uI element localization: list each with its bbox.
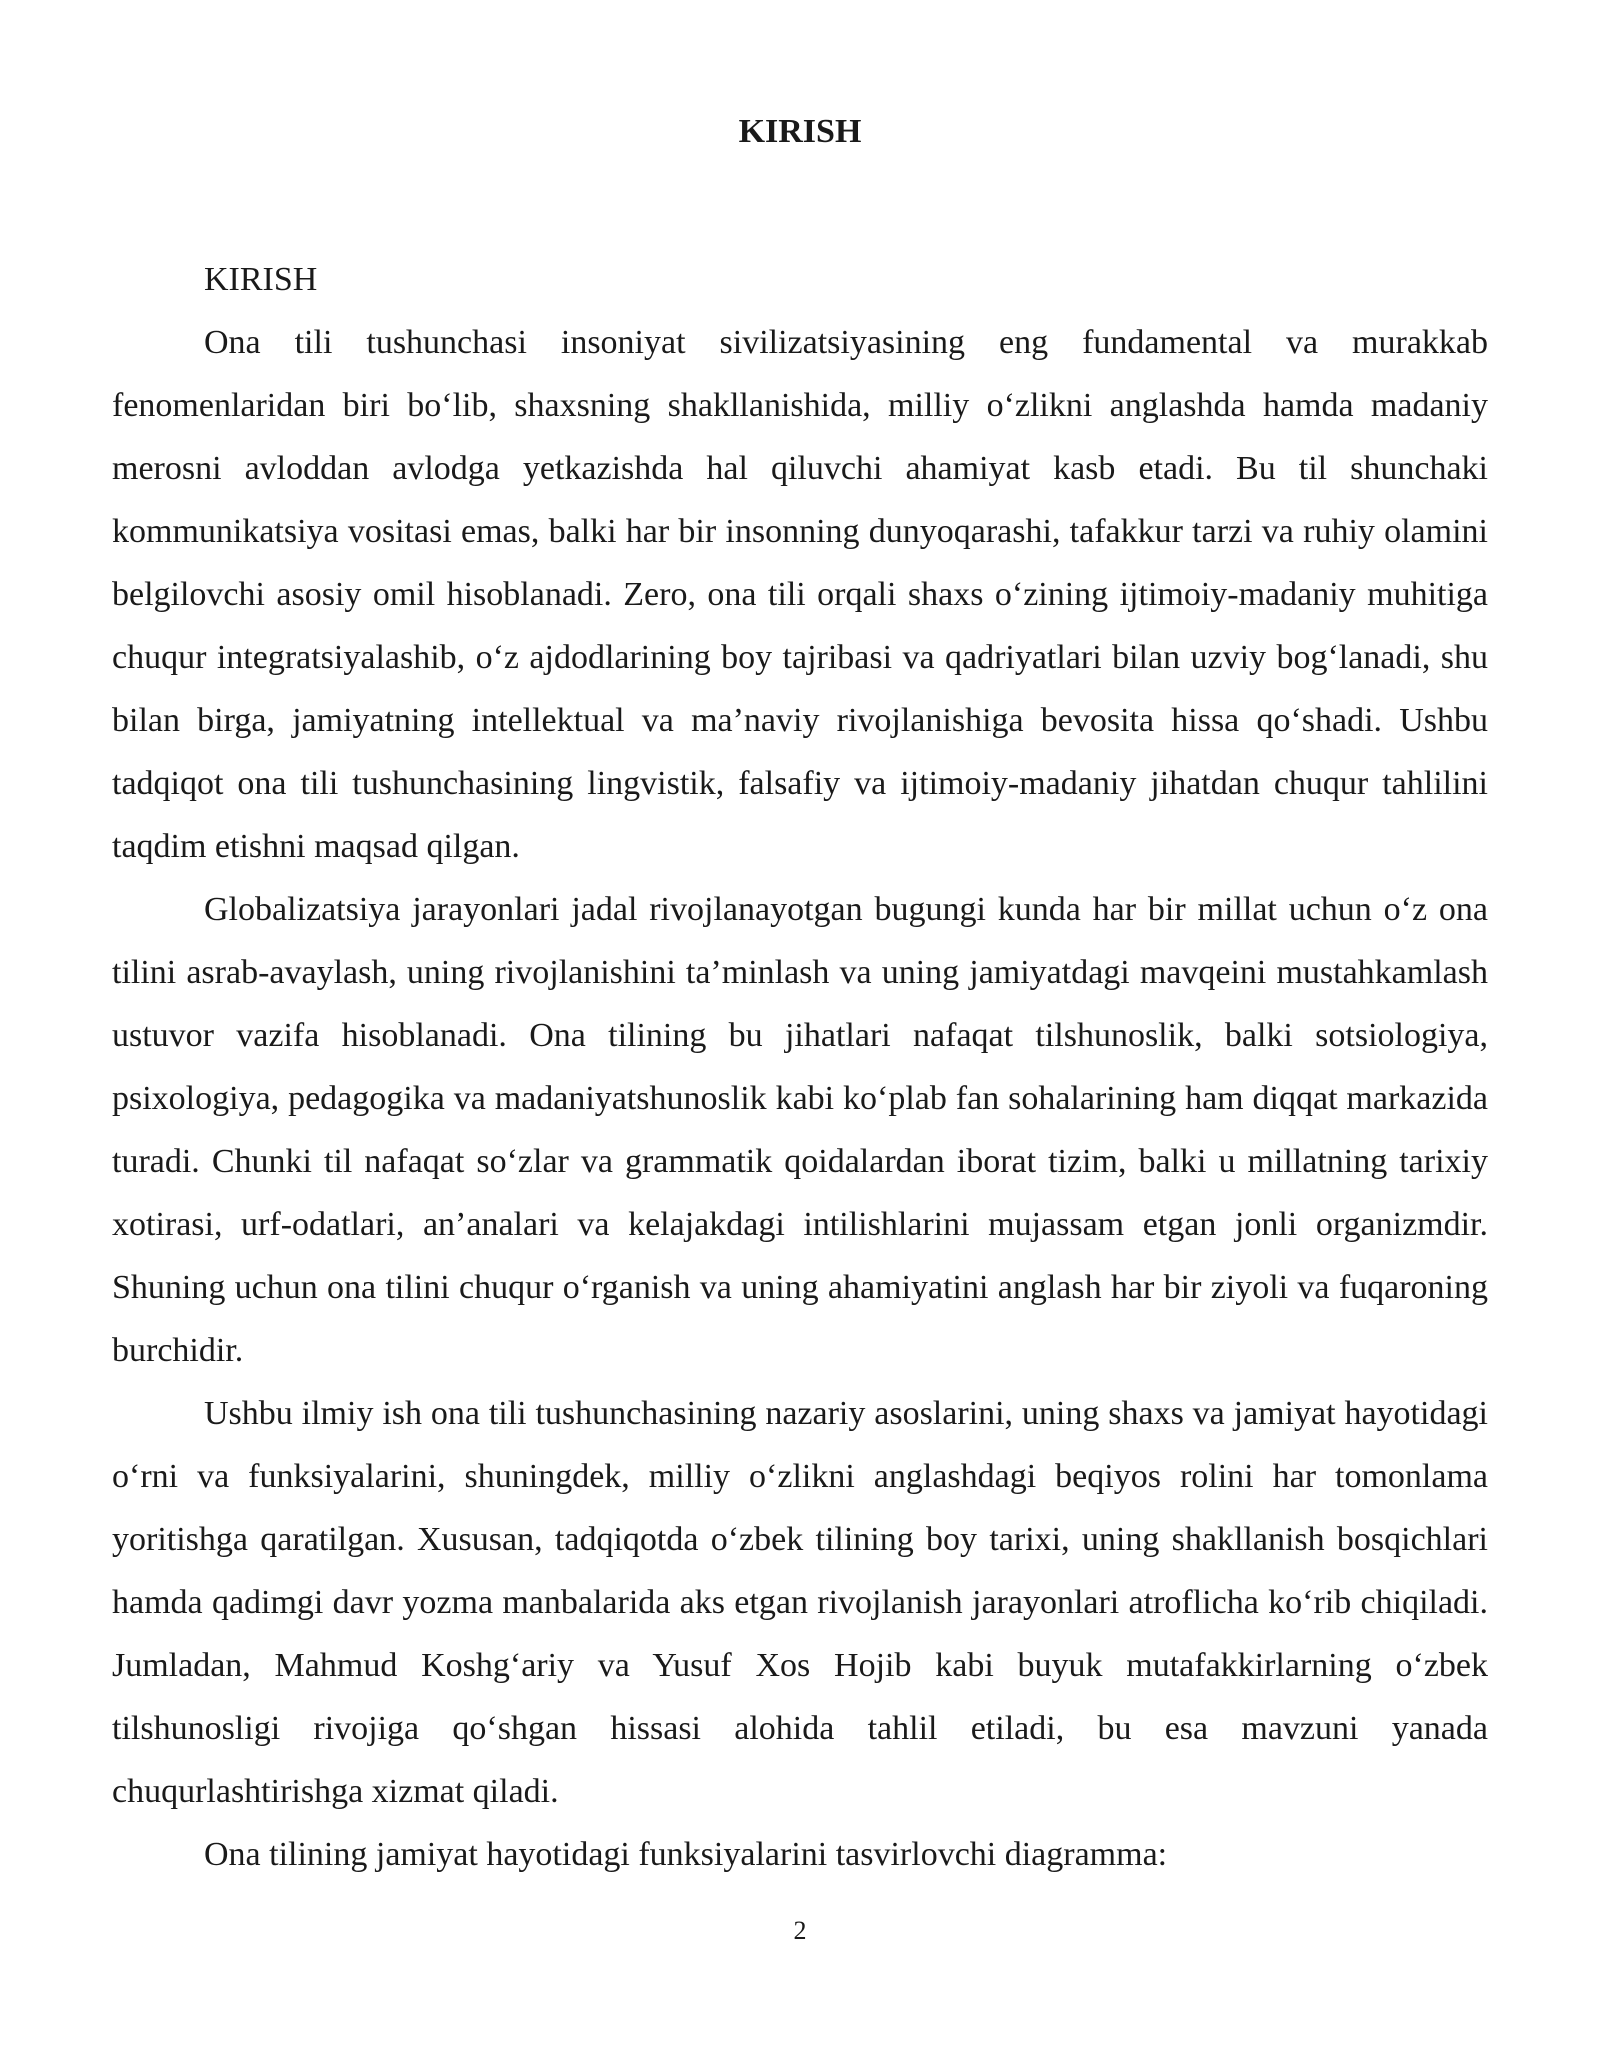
page-number: 2: [793, 1916, 807, 1945]
document-body: [112, 248, 1488, 1886]
paragraph-1: Ona tili tushunchasi insoniyat sivilizatsiyasining eng fundamental va murakkab fenomenlaridan biri bo‘lib, shaxsning shakllanishida, milliy o‘zlikni anglashda hamda madaniy merosni avloddan avlodga yetkazishda hal qiluvchi ahamiyat kasb etadi. Bu til shunchaki kommunikatsiya vositasi emas, balki har bir insonning dunyoqarashi, tafakkur tarzi va ruhiy olamini belgilovchi asosiy omil hisoblanadi. Zero, ona tili orqali shaxs o‘zining ijtimoiy-madaniy muhitiga chuqur integratsiyalashib, o‘z ajdodlarining boy tajribasi va qadriyatlari bilan uzviy bog‘lanadi, shu bilan birga, jamiyatning intellektual va ma’naviy rivojlanishiga bevosita hissa qo‘shadi. Ushbu tadqiqot ona tili tushunchasining lingvistik, falsafiy va ijtimoiy-madaniy jihatdan chuqur tahlilini taqdim etishni maqsad qilgan.: [112, 324, 1488, 865]
paragraph-3: Ushbu ilmiy ish ona tili tushunchasining nazariy asoslarini, uning shaxs va jamiyat hayotidagi o‘rni va funksiyalarini, shuningdek, milliy o‘zlikni anglashdagi beqiyos rolini har tomonlama yoritishga qaratilgan. Xususan, tadqiqotda o‘zbek tilining boy tarixi, uning shakllanish bosqichlari hamda qadimgi davr yozma manbalarida aks etgan rivojlanish jarayonlari atroflicha ko‘rib chiqiladi. Jumladan, Mahmud Koshg‘ariy va Yusuf Xos Hojib kabi buyuk mutafakkirlarning o‘zbek tilshunosligi rivojiga qo‘shgan hissasi alohida tahlil etiladi, bu esa mavzuni yanada chuqurlashtirishga xizmat qiladi.: [112, 1395, 1488, 1810]
section-heading: KIRISH: [204, 261, 318, 298]
paragraph-2: Globalizatsiya jarayonlari jadal rivojlanayotgan bugungi kunda har bir millat uchun o‘z ona tilini asrab-avaylash, uning rivojlanishini ta’minlash va uning jamiyatdagi mavqeini mustahkamlash ustuvor vazifa hisoblanadi. Ona tilining bu jihatlari nafaqat tilshunoslik, balki sotsiologiya, psixologiya, pedagogika va madaniyatshunoslik kabi ko‘plab fan sohalarining ham diqqat markazida turadi. Chunki til nafaqat so‘zlar va grammatik qoidalardan iborat tizim, balki u millatning tarixiy xotirasi, urf-odatlari, an’analari va kelajakdagi intilishlarini mujassam etgan jonli organizmdir. Shuning uchun ona tilini chuqur o‘rganish va uning ahamiyatini anglash har bir ziyoli va fuqaroning burchidir.: [112, 891, 1488, 1369]
paragraph-4: Ona tilining jamiyat hayotidagi funksiyalarini tasvirlovchi diagramma:: [204, 1836, 1168, 1873]
page-title: KIRISH: [738, 113, 862, 150]
